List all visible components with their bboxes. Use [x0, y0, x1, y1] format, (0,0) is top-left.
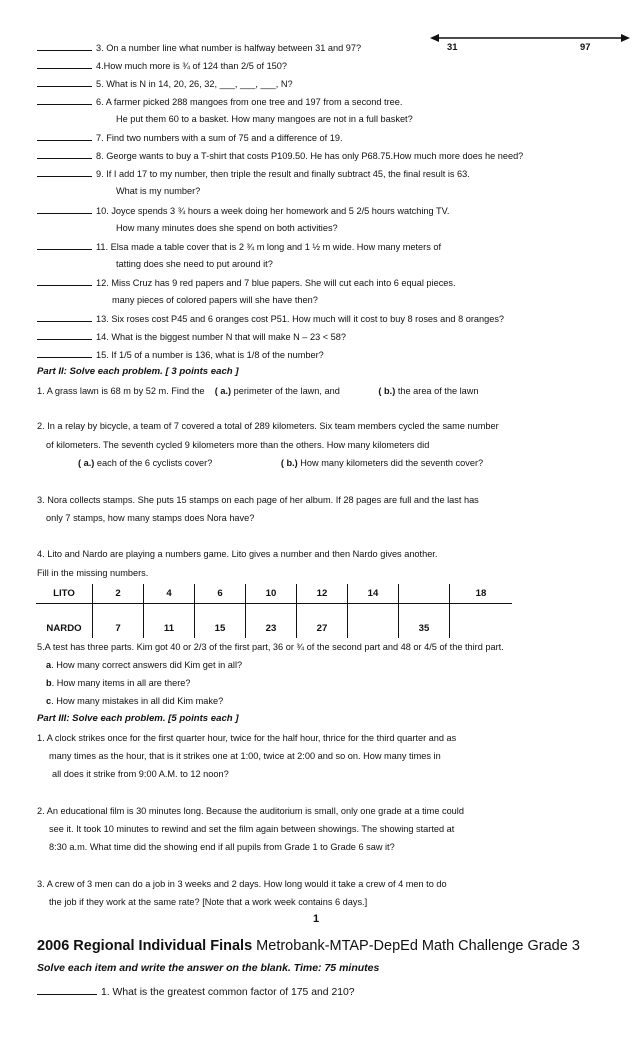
table-cell-blank[interactable]	[399, 584, 450, 604]
part2-problem-5-line1: 5.A test has three parts. Kim got 40 or 2/3 of the first part, 36 or ¾ of the second part and 48 or 4/5 of the third part.	[37, 642, 504, 652]
item-10: 10. Joyce spends 3 ¾ hours a week doing her homework and 5 2/5 hours watching TV.	[37, 204, 449, 217]
part2-problem-2-line2: of kilometers. The seventh cycled 9 kilometers more than the others. How many kilometers did	[46, 440, 430, 450]
lito-nardo-table	[36, 584, 512, 638]
table-cell: 4	[144, 584, 195, 604]
table-cell: 2	[93, 584, 144, 604]
answer-blank[interactable]	[37, 59, 92, 69]
answer-blank[interactable]	[37, 167, 92, 177]
part2-problem-3-line1: 3. Nora collects stamps. She puts 15 stamps on each page of her album. If 28 pages are full and the last has	[37, 495, 479, 505]
item-9: 9. If I add 17 to my number, then triple the result and finally subtract 45, the final result is 63.	[37, 167, 470, 180]
part2-problem-4-line2: Fill in the missing numbers.	[37, 568, 149, 578]
table-cell: 7	[93, 604, 144, 639]
item-12-cont: many pieces of colored papers will she have then?	[112, 295, 318, 305]
item-6: 6. A farmer picked 288 mangoes from one tree and 197 from a second tree.	[37, 95, 402, 108]
item-6-cont: He put them 60 to a basket. How many mangoes are not in a full basket?	[116, 114, 413, 124]
answer-blank[interactable]	[37, 312, 92, 322]
item-15: 15. If 1/5 of a number is 136, what is 1/8 of the number?	[37, 348, 324, 361]
page-number: 1	[313, 913, 320, 925]
part3-problem-1-line3: all does it strike from 9:00 A.M. to 12 noon?	[52, 769, 229, 779]
item-13: 13. Six roses cost P45 and 6 oranges cost P51. How much will it cost to buy 8 roses and 8 oranges?	[37, 312, 504, 325]
part2-heading: Part II: Solve each problem. [ 3 points each ]	[37, 366, 239, 377]
item-12: 12. Miss Cruz has 9 red papers and 7 blue papers. She will cut each into 6 equal pieces.	[37, 276, 456, 289]
table-cell: 11	[144, 604, 195, 639]
answer-blank[interactable]	[37, 276, 92, 286]
instructions: Solve each item and write the answer on the blank. Time: 75 minutes	[37, 962, 380, 974]
answer-blank[interactable]	[37, 131, 92, 141]
page-title: 2006 Regional Individual Finals Metrobank-MTAP-DepEd Math Challenge Grade 3	[37, 938, 580, 954]
table-row-nardo	[36, 604, 512, 639]
item-4: 4.How much more is ¾ of 124 than 2/5 of 150?	[37, 59, 287, 72]
part2-problem-4-line1: 4. Lito and Nardo are playing a numbers game. Lito gives a number and then Nardo gives another.	[37, 549, 438, 559]
answer-blank[interactable]	[37, 149, 92, 159]
table-cell: 14	[348, 584, 399, 604]
part3-heading: Part III: Solve each problem. [5 points each ]	[37, 713, 239, 724]
item-3: 3. On a number line what number is halfway between 31 and 97?	[37, 41, 361, 54]
answer-blank[interactable]	[37, 348, 92, 358]
part2-problem-1: 1. A grass lawn is 68 m by 52 m. Find the ( a.) perimeter of the lawn, and ( b.) the area of the lawn	[37, 386, 479, 396]
table-cell: 35	[399, 604, 450, 639]
number-line-right-label: 97	[580, 41, 591, 52]
table-cell: 10	[246, 584, 297, 604]
answer-blank[interactable]	[37, 41, 92, 51]
answer-blank[interactable]	[37, 77, 92, 87]
item-5: 5. What is N in 14, 20, 26, 32, ___, ___, ___, N?	[37, 77, 293, 90]
table-cell: 15	[195, 604, 246, 639]
part2-problem-3-line2: only 7 stamps, how many stamps does Nora have?	[46, 513, 255, 523]
item-11: 11. Elsa made a table cover that is 2 ¾ m long and 1 ½ m wide. How many meters of	[37, 240, 441, 253]
part3-problem-2-line2: see it. It took 10 minutes to rewind and set the film again between showings. The showing started at	[49, 824, 455, 834]
answer-blank[interactable]	[37, 95, 92, 105]
table-cell: 27	[297, 604, 348, 639]
table-cell: NARDO	[36, 604, 93, 639]
item-14: 14. What is the biggest number N that will make N – 23 < 58?	[37, 330, 346, 343]
table-row-lito	[36, 584, 512, 604]
answer-blank[interactable]	[37, 985, 97, 995]
part2-problem-5a: a. How many correct answers did Kim get in all?	[46, 660, 243, 670]
part3-problem-1-line2: many times as the hour, that is it strikes one at 1:00, twice at 2:00 and so on. How many times in	[49, 751, 441, 761]
part3-problem-3-line1: 3. A crew of 3 men can do a job in 3 weeks and 2 days. How long would it take a crew of 4 men to do	[37, 879, 447, 889]
answer-blank[interactable]	[37, 240, 92, 250]
table-cell: 12	[297, 584, 348, 604]
number-line	[430, 32, 630, 44]
table-cell-blank[interactable]	[450, 604, 513, 639]
item-11-cont: tatting does she need to put around it?	[116, 259, 273, 269]
part3-problem-3-line2: the job if they work at the same rate? [Note that a work week contains 6 days.]	[49, 897, 368, 907]
table-cell: LITO	[36, 584, 93, 604]
part3-problem-2-line3: 8:30 a.m. What time did the showing end if all pupils from Grade 1 to Grade 6 saw it?	[49, 842, 395, 852]
item-9-cont: What is my number?	[116, 186, 201, 196]
part2-problem-5b: b. How many items in all are there?	[46, 678, 191, 688]
part2-problem-5c: c. How many mistakes in all did Kim make?	[46, 696, 224, 706]
table-cell: 18	[450, 584, 513, 604]
item-7: 7. Find two numbers with a sum of 75 and a difference of 19.	[37, 131, 343, 144]
part2-problem-2-line1: 2. In a relay by bicycle, a team of 7 covered a total of 289 kilometers. Six team members cycled the same number	[37, 421, 499, 431]
item-1: 1. What is the greatest common factor of 175 and 210?	[37, 985, 355, 999]
table-cell: 6	[195, 584, 246, 604]
item-10-cont: How many minutes does she spend on both activities?	[116, 223, 338, 233]
part2-problem-2-parts: ( a.) each of the 6 cyclists cover? ( b.) How many kilometers did the seventh cover?	[78, 458, 484, 468]
number-line-left-label: 31	[447, 41, 458, 52]
item-8: 8. George wants to buy a T-shirt that costs P109.50. He has only P68.75.How much more does he need?	[37, 149, 523, 162]
part3-problem-2-line1: 2. An educational film is 30 minutes long. Because the auditorium is small, only one grade at a time could	[37, 806, 464, 816]
answer-blank[interactable]	[37, 330, 92, 340]
table-cell-blank[interactable]	[348, 604, 399, 639]
answer-blank[interactable]	[37, 204, 92, 214]
table-cell: 23	[246, 604, 297, 639]
part3-problem-1-line1: 1. A clock strikes once for the first quarter hour, twice for the half hour, thrice for the third quarter and as	[37, 733, 457, 743]
